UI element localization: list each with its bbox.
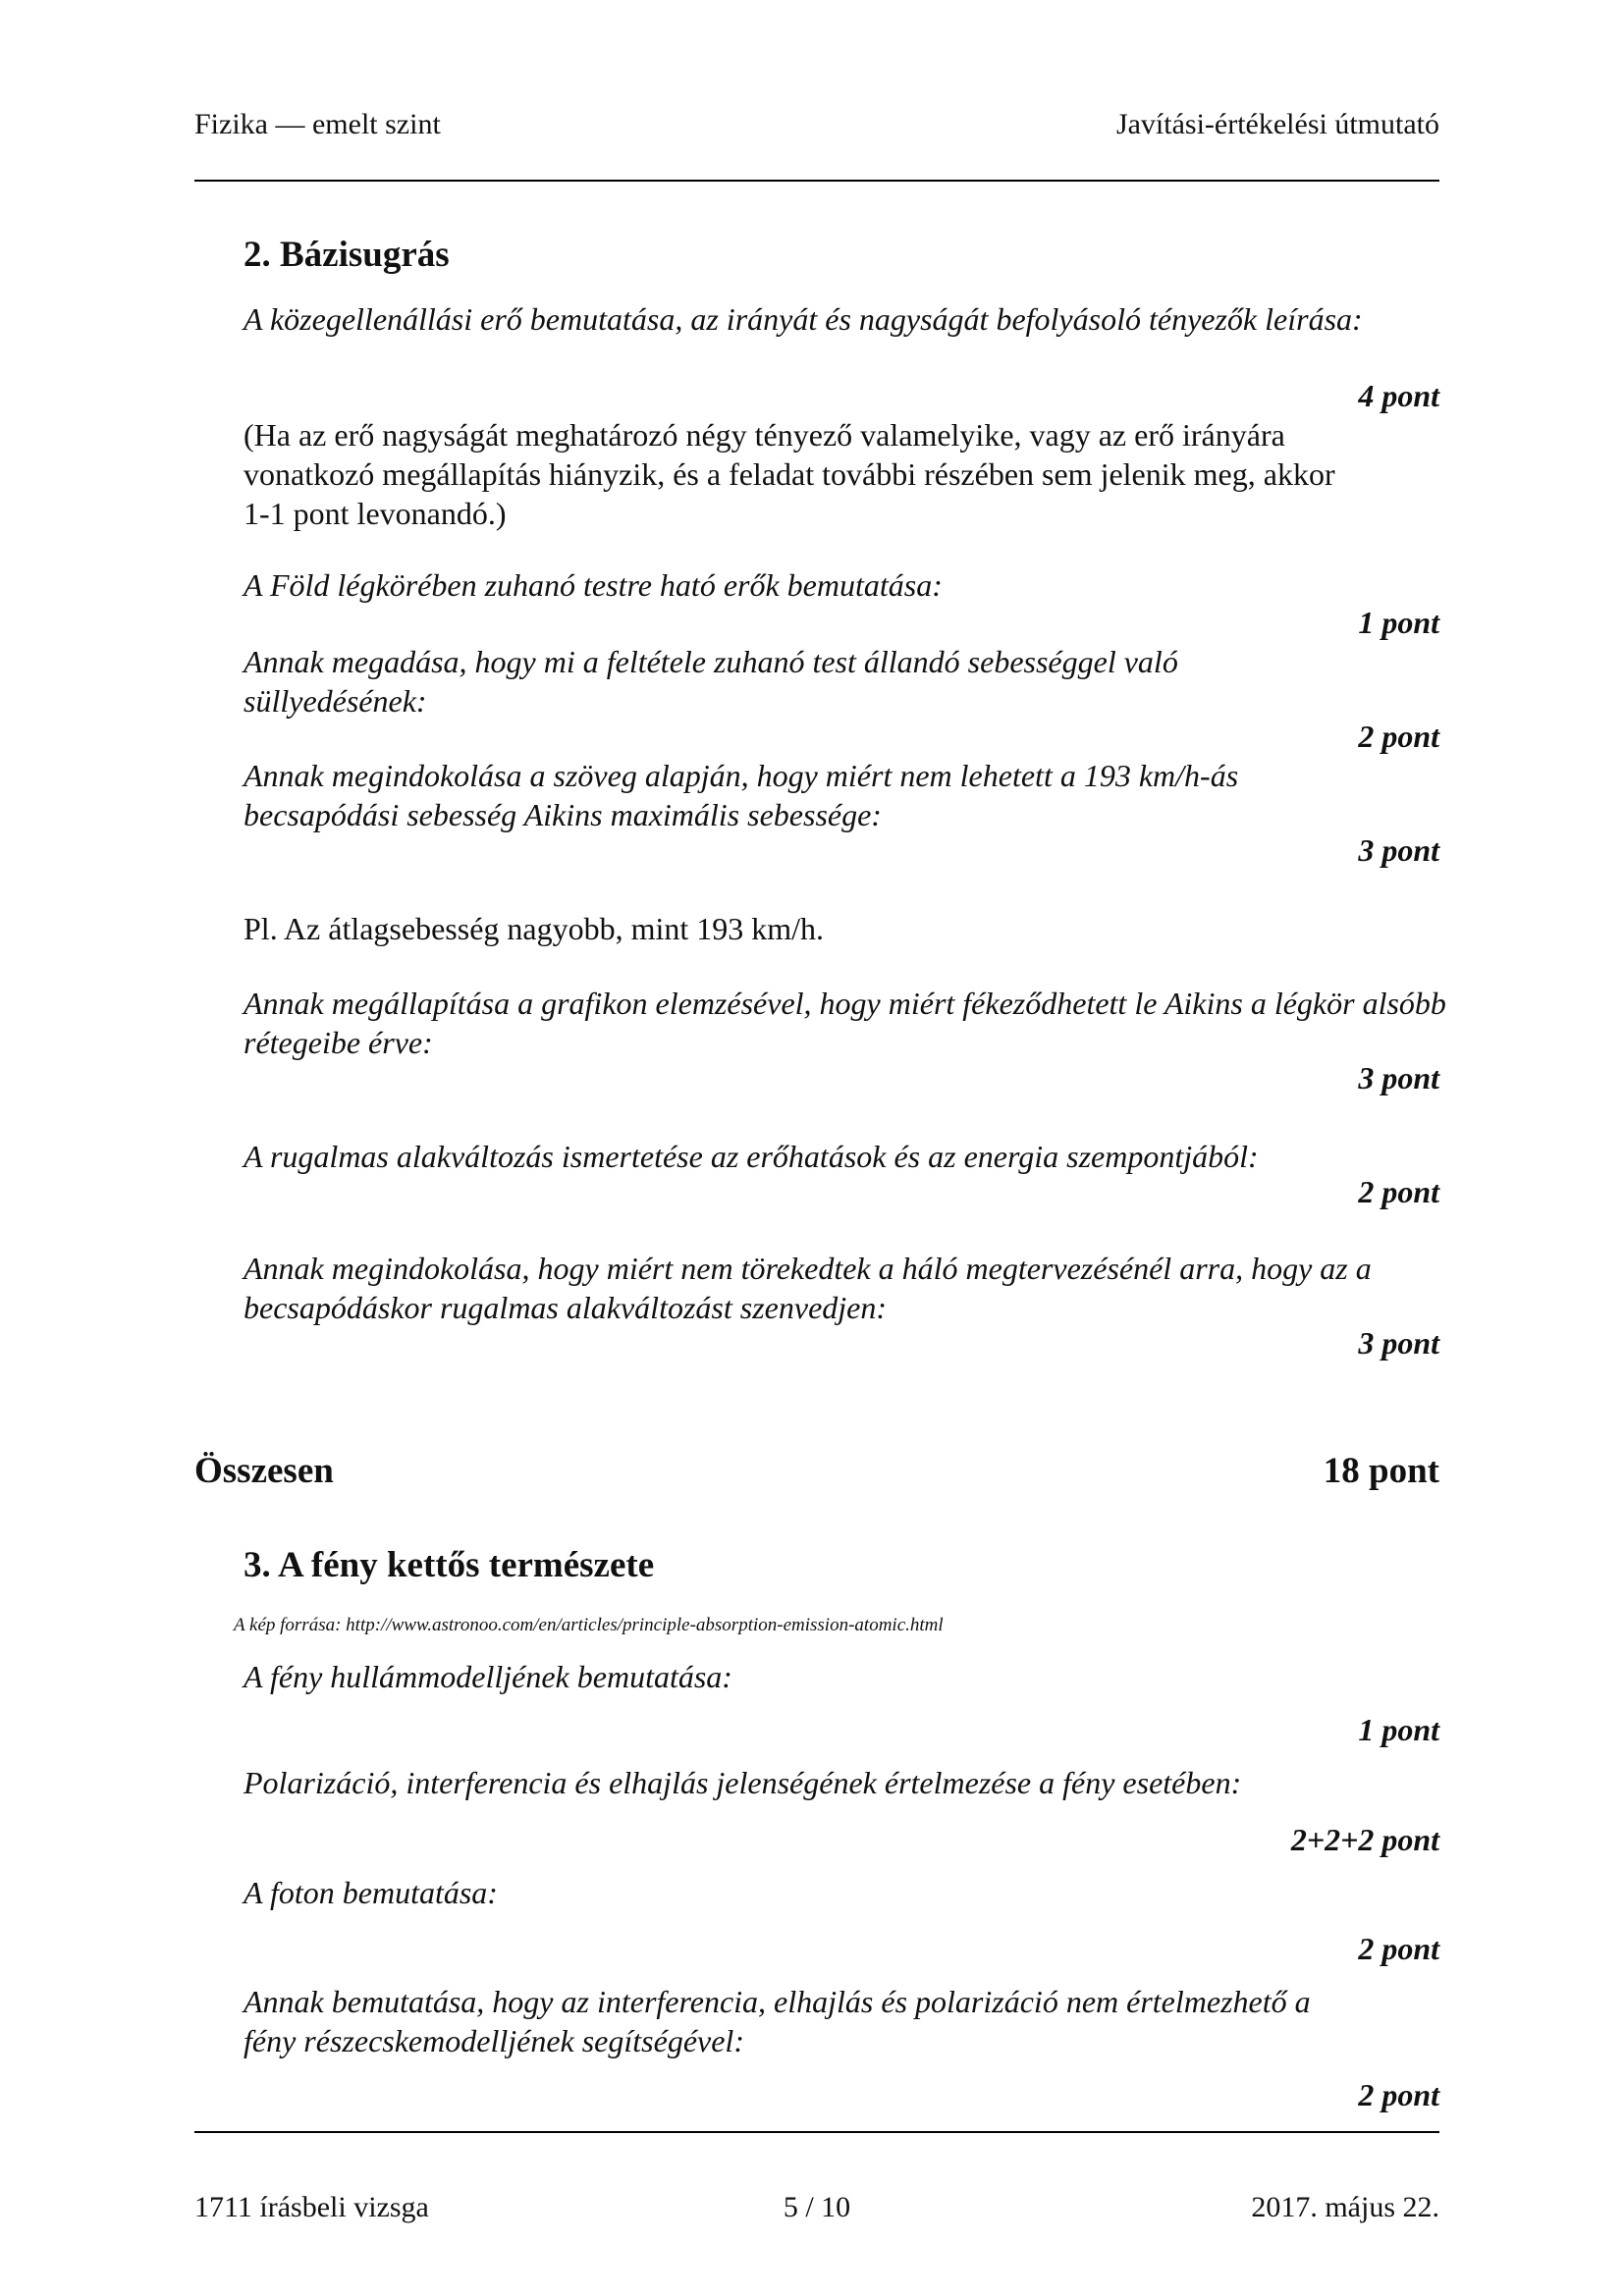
criterion-points: 3 pont (1358, 832, 1439, 868)
header-subject: Fizika — emelt szint (194, 108, 441, 140)
criterion-points: 2+2+2 pont (1290, 1822, 1439, 1857)
criterion-label: A közegellenállási erő bemutatása, az irányát és nagyságát befolyásoló tényezők leírása: (244, 301, 1363, 337)
criterion-label: Annak megindokolása, hogy miért nem törekedtek a háló megtervezésénél arra, hogy az a becsapódáskor rugalmas alakváltozást szenvedjen: (244, 1251, 1372, 1325)
image-source-note: A kép forrása: http://www.astronoo.com/en/articles/principle-absorption-emission-atomic.html (234, 1615, 944, 1635)
header-doc-type: Javítási-értékelési útmutató (1115, 108, 1439, 140)
criterion-points: 2 pont (1358, 719, 1439, 754)
criterion-points: 2 pont (1358, 2077, 1439, 2112)
criterion-points: 4 pont (1358, 378, 1439, 413)
criterion-points: 2 pont (1358, 1174, 1439, 1209)
page-number: 5 / 10 (783, 2191, 851, 2223)
criterion-label: Annak megállapítása a grafikon elemzésével, hogy miért fékeződhetett le Aikins a légkör alsóbb rétegeibe érve: (244, 986, 1446, 1060)
scoring-note: (Ha az erő nagyságát meghatározó négy tényező valamelyike, vagy az erő irányára vonatkozó megállapítás hiányzik, és a feladat további részében sem jelenik meg, akkor 1-1 pont levonandó.) (244, 417, 1335, 531)
example-answer: Pl. Az átlagsebesség nagyobb, mint 193 km/h. (244, 911, 825, 946)
criterion-label: A Föld légkörében zuhanó testre ható erők bemutatása: (244, 567, 943, 603)
criterion-points: 1 pont (1358, 605, 1439, 640)
page-footer (194, 2191, 1439, 2230)
page-header (194, 108, 1439, 147)
criterion-points: 3 pont (1358, 1060, 1439, 1095)
criterion-label: Annak megindokolása a szöveg alapján, hogy miért nem lehetett a 193 km/h-ás becsapódási sebesség Aikins maximális sebessége: (244, 758, 1239, 832)
criterion-points: 1 pont (1358, 1712, 1439, 1747)
header-rule (194, 180, 1439, 182)
criterion-points: 2 pont (1358, 1931, 1439, 1966)
criterion-label: A rugalmas alakváltozás ismertetése az erőhatások és az energia szempontjából: (244, 1139, 1259, 1174)
section-title: 3. A fény kettős természete (244, 1545, 655, 1585)
footer-date: 2017. május 22. (1251, 2191, 1439, 2223)
footer-rule (194, 2131, 1439, 2133)
footer-exam: 1711 írásbeli vizsga (194, 2191, 429, 2223)
criterion-points: 3 pont (1358, 1325, 1439, 1361)
total-points: 18 pont (1323, 1451, 1439, 1491)
criterion-label: Annak bemutatása, hogy az interferencia, elhajlás és polarizáció nem értelmezhető a fény részecskemodelljének segítségével: (244, 1984, 1311, 2058)
total-label: Összesen (194, 1451, 334, 1491)
section-title: 2. Bázisugrás (244, 235, 450, 275)
criterion-label: Polarizáció, interferencia és elhajlás jelenségének értelmezése a fény esetében: (244, 1765, 1242, 1800)
criterion-label: A foton bemutatása: (244, 1875, 498, 1910)
criterion-label: Annak megadása, hogy mi a feltétele zuhanó test állandó sebességgel való süllyedésének: (244, 644, 1178, 719)
criterion-label: A fény hullámmodelljének bemutatása: (244, 1659, 732, 1694)
